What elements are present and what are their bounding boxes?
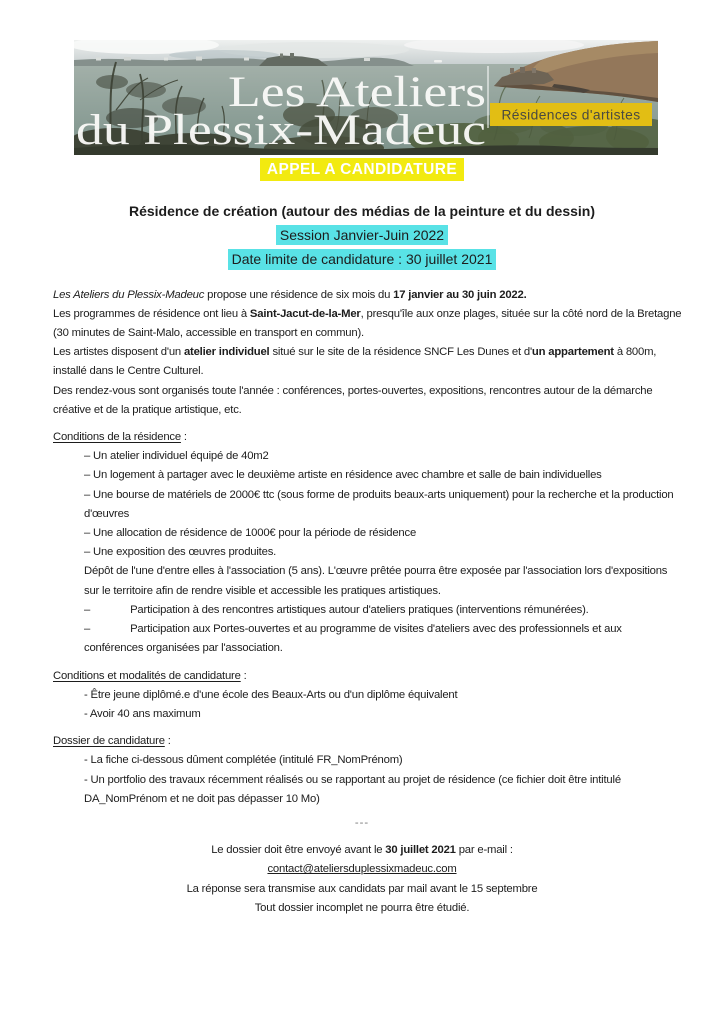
list-item: - Avoir 40 ans maximum <box>84 707 201 720</box>
intro-paragraph: Les programmes de résidence ont lieu à Saint-Jacut-de-la-Mer, presqu'île aux onze plages, située sur la côté nord de la Bretagne (30 minutes de Saint-Malo, accessible en transport en commun). <box>53 307 682 340</box>
deadline-highlight: Date limite de candidature : 30 juillet 2021 <box>228 249 497 269</box>
call-for-applications-banner: APPEL A CANDIDATURE <box>260 158 464 181</box>
logo-line2: du Plessix-Madeuc <box>76 107 486 154</box>
section-application-file <box>53 732 682 809</box>
intro-paragraph: Les Ateliers du Plessix-Madeuc propose une résidence de six mois du 17 janvier au 30 juin 2022. <box>53 288 527 301</box>
list-item: – Un atelier individuel équipé de 40m2 <box>84 450 269 463</box>
section-heading: Dossier de candidature : <box>53 735 171 748</box>
list-item: – Une bourse de matériels de 2000€ ttc (sous forme de produits beaux-arts uniquement) pour la recherche et la production d'œuvres <box>84 488 674 520</box>
response-line: La réponse sera transmise aux candidats par mail avant le 15 septembre <box>186 882 538 895</box>
send-deadline-line: Le dossier doit être envoyé avant le 30 juillet 2021 par e-mail : <box>211 843 513 856</box>
list-item: – Une exposition des œuvres produites. <box>84 546 277 559</box>
intro-paragraph: Des rendez-vous sont organisés toute l'année : conférences, portes-ouvertes, expositions, rencontres autour de la démarche créative et de la pratique artistique, etc. <box>53 384 653 416</box>
list-item: Dépôt de l'une d'entre elles à l'association (5 ans). L'œuvre prêtée pourra être exposée par l'association lors d'expositions sur le territoire afin de rendre visible et accessible les pratiques artistiques. <box>84 565 668 597</box>
list-item: - La fiche ci-dessous dûment complétée (intitulé FR_NomPrénom) <box>84 754 403 767</box>
separator-dashes: --- <box>354 816 370 829</box>
document-footer <box>0 841 724 919</box>
document-body <box>53 286 682 809</box>
section-application-conditions <box>53 667 682 725</box>
section-heading: Conditions de la résidence : <box>53 431 187 444</box>
list-item: - Un portfolio des travaux récemment réalisés ou se rapportant au projet de résidence (ce fichier doit être intitulé DA_NomPrénom et ne doit pas dépasser 10 Mo) <box>84 773 621 805</box>
contact-email-link[interactable]: contact@ateliersduplessixmadeuc.com <box>267 863 457 876</box>
list-item: – Un logement à partager avec le deuxième artiste en résidence avec chambre et salle de bain individuelles <box>84 469 602 482</box>
list-item: – Participation aux Portes-ouvertes et au programme de visites d'ateliers avec des professionnels et aux conférences organisées par l'association. <box>84 623 622 655</box>
list-item: - Être jeune diplômé.e d'une école des Beaux-Arts ou d'un diplôme équivalent <box>84 688 458 701</box>
session-highlight: Session Janvier-Juin 2022 <box>276 225 448 245</box>
logo-line1: Les Ateliers <box>228 69 486 116</box>
badge-label: Résidences d'artistes <box>501 107 641 123</box>
section-residence-conditions <box>53 428 682 658</box>
coastal-landscape-image <box>74 40 658 155</box>
header-photo <box>74 40 658 155</box>
page-title: Résidence de création (autour des médias de la peinture et du dessin) <box>128 203 595 220</box>
intro-paragraph: Les artistes disposent d'un atelier individuel situé sur le site de la résidence SNCF Les Dunes et d'un appartement à 800m, installé dans le Centre Culturel. <box>53 346 657 378</box>
incomplete-line: Tout dossier incomplet ne pourra être étudié. <box>254 902 470 915</box>
section-heading: Conditions et modalités de candidature : <box>53 669 247 682</box>
list-item: – Participation à des rencontres artistiques autour d'ateliers pratiques (interventions rémunérées). <box>84 603 589 616</box>
list-item: – Une allocation de résidence de 1000€ pour la période de résidence <box>84 527 417 540</box>
